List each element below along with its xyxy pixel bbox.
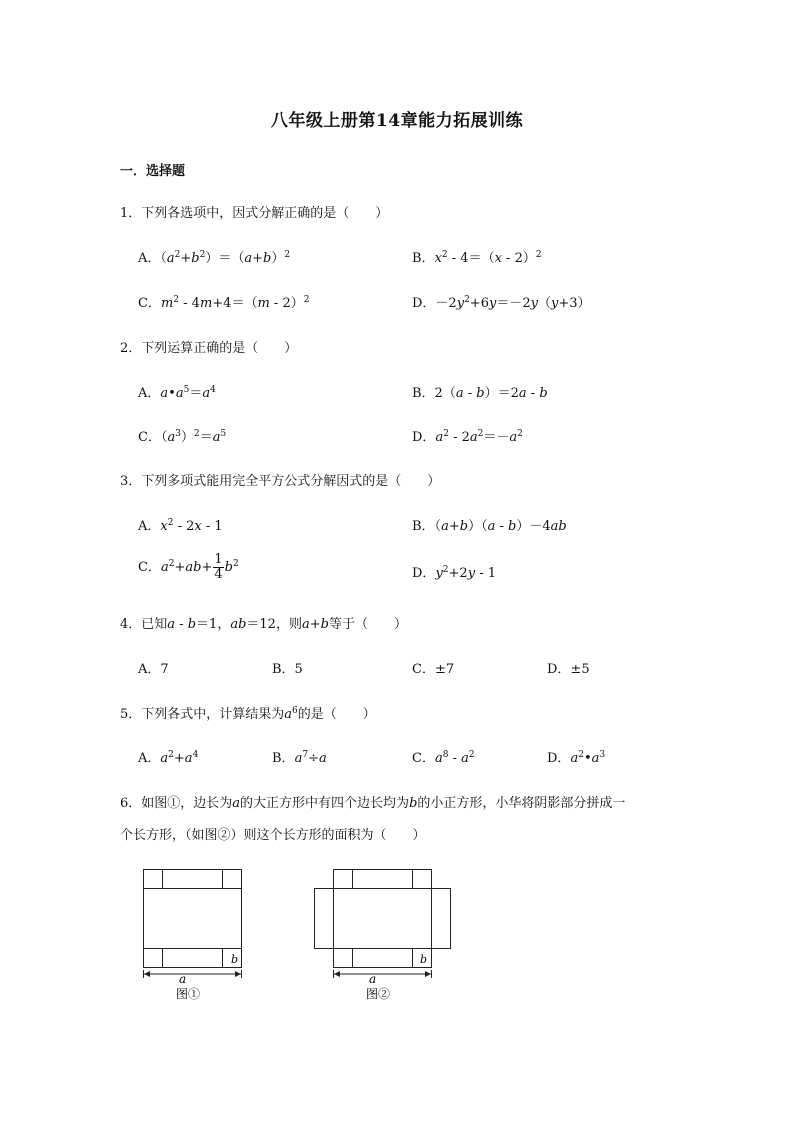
question-2-option-c: C．$(a^3)^2=a^5$ xyxy=(138,429,227,445)
right-flap xyxy=(432,889,451,949)
bottom-strip xyxy=(334,949,432,968)
middle-rectangle xyxy=(334,889,432,949)
question-5-option-a: A．$a^2+a^4$ xyxy=(138,750,199,766)
top-strip xyxy=(334,870,432,889)
question-2-option-d: D．$a^2 - 2a^2=-a^2$ xyxy=(412,429,523,445)
question-5-option-d: D．$a^2•a^3$ xyxy=(547,750,606,766)
question-6-stem-line-2: 个长方形，（如图②）则这个长方形的面积为（ ） xyxy=(120,828,426,843)
section-heading: 一．选择题 xyxy=(120,164,186,179)
question-1-option-a: A．$(a^2+b^2)=(a+b)^2$ xyxy=(138,250,291,266)
label-b: b xyxy=(420,953,428,966)
figure-2 xyxy=(310,862,455,1002)
question-3-option-a: A．$x^2 - 2x - 1$ xyxy=(138,518,223,534)
question-3-option-c: C．$a^2+ab+$ $\frac{1}{4}$ $b^2$ xyxy=(138,552,239,582)
big-square xyxy=(144,870,242,968)
question-5-option-b: B．$a^7\div a$ xyxy=(272,750,327,766)
question-3-option-d: D．$y^2+2y - 1$ xyxy=(412,565,496,581)
figure-1-caption: 图① xyxy=(176,987,201,1001)
question-4-option-a: A．7 xyxy=(138,662,169,677)
figure-1 xyxy=(138,862,250,1002)
question-4-stem: 4．已知a - b＝1，ab＝12，则a+b等于（ ） xyxy=(120,617,407,632)
question-3-option-b: B．（a+b）（a - b）－4ab xyxy=(412,519,567,534)
figure-2-caption: 图② xyxy=(366,987,391,1001)
question-2-option-a: A．$a•a^5=a^4$ xyxy=(138,385,216,401)
left-flap xyxy=(315,889,334,949)
page-title: 八年级上册第14章能力拓展训练 xyxy=(270,111,524,131)
question-2-stem: 2．下列运算正确的是（ ） xyxy=(120,341,298,356)
label-b: b xyxy=(231,953,239,966)
question-1-option-c: C．$m^2 - 4m+4=(m - 2)^2$ xyxy=(138,295,310,311)
question-4-option-b: B．5 xyxy=(272,662,303,677)
label-a: a xyxy=(179,972,187,986)
question-1-option-d: D．$-2y^2+6y=-2y(y+3)$ xyxy=(412,295,591,311)
question-6-stem-line-1: 6．如图①，边长为a的大正方形中有四个边长均为b的小正方形，小华将阴影部分拼成一 xyxy=(120,796,626,811)
fraction-one-quarter: $\frac{1}{4}$ xyxy=(214,552,223,582)
label-a: a xyxy=(369,972,377,986)
question-5-stem: 5．下列各式中，计算结果为$a^6$的是（ ） xyxy=(120,706,376,722)
question-5-option-c: C．$a^8 - a^2$ xyxy=(412,750,475,766)
question-4-option-d: D．±5 xyxy=(547,662,590,677)
question-3-stem: 3．下列多项式能用完全平方公式分解因式的是（ ） xyxy=(120,474,441,489)
question-1-stem: 1．下列各选项中，因式分解正确的是（ ） xyxy=(120,206,389,221)
question-2-option-b: B．2（a - b）＝2a - b xyxy=(412,386,548,401)
question-1-option-b: B．$x^2 - 4=(x - 2)^2$ xyxy=(412,250,542,266)
question-4-option-c: C．±7 xyxy=(412,662,455,677)
